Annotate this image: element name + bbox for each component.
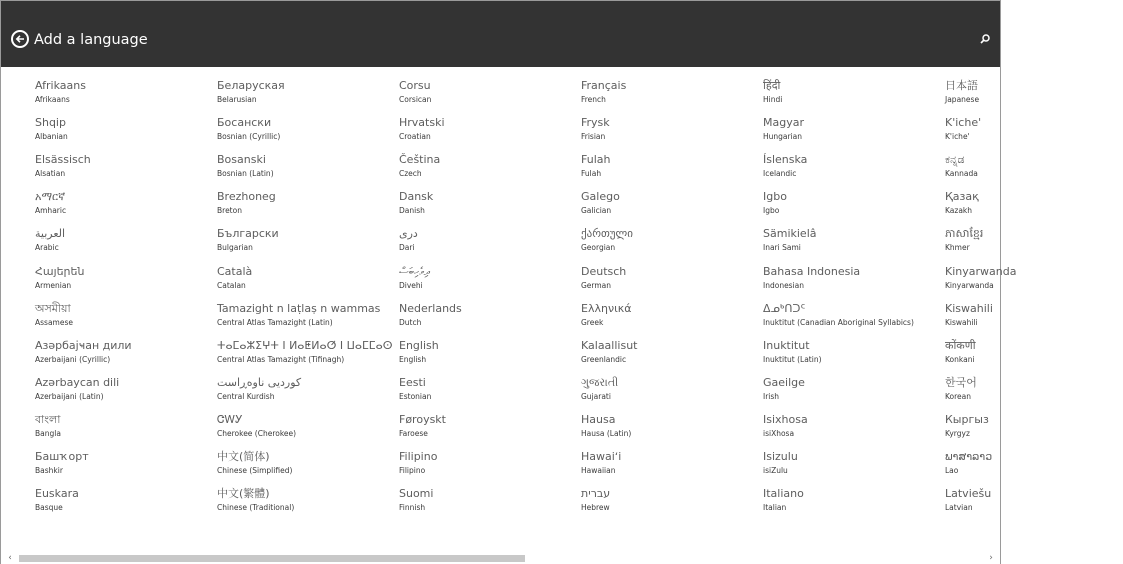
language-english-name: Albanian (35, 132, 68, 141)
language-native-name: ᏣᎳᎩ (217, 413, 243, 426)
language-english-name: Amharic (35, 206, 67, 215)
language-native-name: አማርኛ (35, 190, 66, 203)
language-item[interactable] (35, 302, 213, 328)
language-english-name: Bashkir (35, 466, 63, 475)
language-item[interactable] (945, 487, 1123, 513)
language-english-name: Assamese (35, 318, 73, 327)
language-english-name: Basque (35, 503, 63, 512)
language-english-name: Dutch (399, 318, 422, 327)
language-english-name: Chinese (Simplified) (217, 466, 293, 475)
language-english-name: Kiswahili (945, 318, 978, 327)
language-english-name: Igbo (763, 206, 780, 215)
language-item[interactable] (945, 450, 1123, 476)
language-item[interactable] (217, 487, 395, 513)
language-english-name: Breton (217, 206, 242, 215)
language-item[interactable] (217, 190, 395, 216)
language-native-name: ⵜⴰⵎⴰⵣⵉⵖⵜ ⵏ ⵍⴰⵟⵍⴰⵚ ⵏ ⵡⴰⵎⵎⴰⵙ (217, 339, 393, 352)
language-native-name: Frysk (581, 116, 610, 129)
language-item[interactable] (763, 339, 941, 365)
language-item[interactable] (581, 450, 759, 476)
language-english-name: Dari (399, 243, 415, 252)
language-native-name: Íslenska (763, 153, 808, 166)
language-native-name: Kiswahili (945, 302, 993, 315)
language-english-name: isiZulu (763, 466, 788, 475)
language-native-name: Igbo (763, 190, 787, 203)
language-item[interactable] (399, 116, 577, 142)
language-native-name: ಕನ್ನಡ (945, 153, 965, 166)
language-english-name: Chinese (Traditional) (217, 503, 295, 512)
language-native-name: Қазақ (945, 190, 979, 203)
language-native-name: Bosanski (217, 153, 266, 166)
language-item[interactable] (217, 116, 395, 142)
language-item[interactable] (399, 265, 577, 291)
language-item[interactable] (945, 376, 1123, 402)
language-native-name: हिंदी (763, 79, 781, 92)
language-native-name: Башҡорт (35, 450, 89, 463)
language-item[interactable] (399, 227, 577, 253)
language-item[interactable] (217, 302, 395, 328)
language-english-name: Armenian (35, 281, 72, 290)
search-icon[interactable] (978, 32, 992, 46)
language-item[interactable] (399, 487, 577, 513)
language-native-name: ગુજરાતી (581, 376, 619, 389)
language-native-name: Azərbaycan dili (35, 376, 120, 389)
language-english-name: English (399, 355, 427, 364)
language-native-name: K'iche' (945, 116, 982, 129)
language-native-name: Čeština (399, 153, 441, 166)
language-native-name: Ελληνικά (581, 302, 632, 315)
language-english-name: Kazakh (945, 206, 973, 215)
language-item[interactable] (581, 302, 759, 328)
language-native-name: Isixhosa (763, 413, 808, 426)
language-item[interactable] (217, 227, 395, 253)
language-item[interactable] (763, 190, 941, 216)
language-item[interactable] (35, 190, 213, 216)
language-item[interactable] (581, 227, 759, 253)
language-english-name: Gujarati (581, 392, 611, 401)
language-item[interactable] (945, 413, 1123, 439)
language-native-name: Gaeilge (763, 376, 805, 389)
language-native-name: کوردیی ناوەڕاست (217, 376, 302, 389)
language-item[interactable] (217, 413, 395, 439)
language-item[interactable] (581, 190, 759, 216)
language-item[interactable] (399, 190, 577, 216)
language-english-name: Fulah (581, 169, 602, 178)
language-item[interactable] (581, 487, 759, 513)
language-item[interactable] (217, 339, 395, 365)
language-english-name: French (581, 95, 606, 104)
language-english-name: Japanese (945, 95, 980, 104)
language-native-name: Kalaallisut (581, 339, 638, 352)
language-native-name: Hausa (581, 413, 616, 426)
language-item[interactable] (217, 153, 395, 179)
language-native-name: Kinyarwanda (945, 265, 1017, 278)
language-native-name: Български (217, 227, 279, 240)
page-title: Add a language (34, 32, 148, 48)
language-english-name: Icelandic (763, 169, 797, 178)
language-item[interactable] (35, 153, 213, 179)
language-english-name: Bangla (35, 429, 61, 438)
horizontal-scrollbar[interactable] (1, 553, 1000, 564)
language-item[interactable] (399, 153, 577, 179)
language-item[interactable] (763, 376, 941, 402)
language-english-name: Central Kurdish (217, 392, 275, 401)
language-item[interactable] (217, 450, 395, 476)
language-english-name: Filipino (399, 466, 426, 475)
header-bar (1, 1, 1000, 67)
language-english-name: Danish (399, 206, 425, 215)
language-english-name: Central Atlas Tamazight (Tifinagh) (217, 355, 345, 364)
language-english-name: Inuktitut (Latin) (763, 355, 822, 364)
language-english-name: Kannada (945, 169, 978, 178)
language-english-name: Indonesian (763, 281, 805, 290)
language-item[interactable] (35, 116, 213, 142)
language-item[interactable] (35, 376, 213, 402)
language-item[interactable] (945, 190, 1123, 216)
language-item[interactable] (763, 450, 941, 476)
language-native-name: कोंकणी (945, 339, 976, 352)
language-item[interactable] (581, 376, 759, 402)
language-english-name: Belarusian (217, 95, 257, 104)
language-native-name: ພາສາລາວ (945, 450, 993, 463)
language-native-name: English (399, 339, 439, 352)
language-english-name: Arabic (35, 243, 59, 252)
language-english-name: isiXhosa (763, 429, 795, 438)
language-item[interactable] (217, 376, 395, 402)
language-native-name: 한국어 (945, 376, 977, 389)
language-item[interactable] (581, 265, 759, 291)
language-native-name: Euskara (35, 487, 79, 500)
language-english-name: Azerbaijani (Cyrillic) (35, 355, 111, 364)
language-native-name: العربية (35, 227, 66, 240)
language-item[interactable] (945, 153, 1123, 179)
language-item[interactable] (35, 227, 213, 253)
language-item[interactable] (399, 450, 577, 476)
language-native-name: Føroyskt (399, 413, 446, 426)
language-english-name: Kinyarwanda (945, 281, 994, 290)
language-english-name: Irish (763, 392, 780, 401)
language-item[interactable] (945, 265, 1123, 291)
language-native-name: Català (217, 265, 253, 278)
language-native-name: Inuktitut (763, 339, 810, 352)
language-item[interactable] (945, 79, 1123, 105)
language-native-name: Bahasa Indonesia (763, 265, 861, 278)
language-native-name: 中文(繁體) (217, 487, 270, 500)
language-item[interactable] (763, 302, 941, 328)
language-native-name: Deutsch (581, 265, 627, 278)
language-item[interactable] (399, 302, 577, 328)
scroll-left-icon[interactable]: ‹ (8, 553, 12, 563)
language-item[interactable] (35, 413, 213, 439)
language-native-name: Кыргыз (945, 413, 989, 426)
language-item[interactable] (763, 153, 941, 179)
language-english-name: Central Atlas Tamazight (Latin) (217, 318, 333, 327)
language-item[interactable] (763, 79, 941, 105)
language-native-name: עברית (581, 487, 611, 500)
language-native-name: Shqip (35, 116, 66, 129)
language-native-name: Isizulu (763, 450, 798, 463)
language-english-name: Azerbaijani (Latin) (35, 392, 104, 401)
language-item[interactable] (35, 79, 213, 105)
language-english-name: Italian (763, 503, 787, 512)
language-english-name: Czech (399, 169, 422, 178)
language-native-name: Italiano (763, 487, 804, 500)
language-native-name: Français (581, 79, 627, 92)
scroll-right-icon[interactable]: › (989, 553, 993, 563)
language-native-name: Fulah (581, 153, 611, 166)
language-native-name: Magyar (763, 116, 804, 129)
language-native-name: Corsu (399, 79, 431, 92)
language-item[interactable] (763, 116, 941, 142)
language-native-name: Tamazight n laṭlaṣ n wammas (217, 302, 381, 315)
language-item[interactable] (35, 339, 213, 365)
language-item[interactable] (581, 413, 759, 439)
language-english-name: Alsatian (35, 169, 66, 178)
language-english-name: Kyrgyz (945, 429, 970, 438)
language-english-name: Cherokee (Cherokee) (217, 429, 297, 438)
language-english-name: Finnish (399, 503, 426, 512)
language-item[interactable] (35, 450, 213, 476)
back-arrow-circle-icon[interactable] (11, 30, 29, 48)
language-english-name: Divehi (399, 281, 423, 290)
language-english-name: Greek (581, 318, 604, 327)
language-item[interactable] (581, 116, 759, 142)
language-english-name: Georgian (581, 243, 616, 252)
language-item[interactable] (945, 227, 1123, 253)
language-native-name: Suomi (399, 487, 434, 500)
language-native-name: 中文(简体) (217, 450, 270, 463)
language-item[interactable] (581, 79, 759, 105)
language-english-name: Hebrew (581, 503, 610, 512)
language-native-name: ދިވެހިބަސް (399, 265, 430, 278)
language-native-name: Galego (581, 190, 620, 203)
language-english-name: Afrikaans (35, 95, 70, 104)
language-native-name: Sämikielâ (763, 227, 817, 240)
language-item[interactable] (217, 265, 395, 291)
language-native-name: Босански (217, 116, 272, 129)
language-item[interactable] (217, 79, 395, 105)
language-native-name: ភាសាខ្មែរ (945, 227, 984, 240)
language-english-name: Konkani (945, 355, 975, 364)
language-item[interactable] (763, 265, 941, 291)
language-english-name: Corsican (399, 95, 432, 104)
language-item[interactable] (581, 153, 759, 179)
language-native-name: Latviešu (945, 487, 992, 500)
language-native-name: Hrvatski (399, 116, 445, 129)
language-native-name: Հայերեն (35, 265, 85, 278)
language-item[interactable] (581, 339, 759, 365)
language-english-name: Catalan (217, 281, 246, 290)
language-native-name: অসমীয়া (35, 302, 71, 315)
language-english-name: Hindi (763, 95, 783, 104)
language-english-name: Hawaiian (581, 466, 616, 475)
language-item[interactable] (399, 376, 577, 402)
language-native-name: ქართული (581, 227, 633, 240)
language-english-name: Hausa (Latin) (581, 429, 632, 438)
language-english-name: Khmer (945, 243, 970, 252)
language-english-name: Bulgarian (217, 243, 253, 252)
language-english-name: Latvian (945, 503, 973, 512)
language-item[interactable] (763, 487, 941, 513)
language-english-name: Greenlandic (581, 355, 627, 364)
language-native-name: 日本語 (945, 79, 978, 92)
language-native-name: Brezhoneg (217, 190, 276, 203)
language-english-name: Bosnian (Latin) (217, 169, 274, 178)
language-item[interactable] (399, 339, 577, 365)
language-english-name: Bosnian (Cyrillic) (217, 132, 281, 141)
language-native-name: Hawaiʻi (581, 450, 622, 463)
language-english-name: Korean (945, 392, 972, 401)
language-english-name: Frisian (581, 132, 606, 141)
language-item[interactable] (945, 339, 1123, 365)
language-english-name: German (581, 281, 612, 290)
language-item[interactable] (399, 79, 577, 105)
language-grid (1, 79, 1017, 549)
language-native-name: বাংলা (35, 413, 61, 426)
language-english-name: Croatian (399, 132, 431, 141)
scrollbar-thumb[interactable] (19, 555, 525, 562)
language-native-name: Elsässisch (35, 153, 91, 166)
language-item[interactable] (945, 116, 1123, 142)
language-item[interactable] (35, 487, 213, 513)
language-native-name: Азәрбајҹан дили (35, 339, 132, 352)
language-native-name: Eesti (399, 376, 426, 389)
language-item[interactable] (945, 302, 1123, 328)
language-native-name: Filipino (399, 450, 438, 463)
language-native-name: Nederlands (399, 302, 462, 315)
language-item[interactable] (35, 265, 213, 291)
language-english-name: Lao (945, 466, 959, 475)
language-item[interactable] (399, 413, 577, 439)
language-english-name: Inuktitut (Canadian Aboriginal Syllabics) (763, 318, 914, 327)
language-item[interactable] (763, 227, 941, 253)
language-english-name: Estonian (399, 392, 432, 401)
language-english-name: Faroese (399, 429, 428, 438)
language-native-name: Dansk (399, 190, 434, 203)
language-english-name: Hungarian (763, 132, 803, 141)
language-native-name: ᐃᓄᒃᑎᑐᑦ (763, 302, 806, 315)
language-english-name: Inari Sami (763, 243, 801, 252)
language-english-name: Galician (581, 206, 612, 215)
language-native-name: Беларуская (217, 79, 285, 92)
language-item[interactable] (763, 413, 941, 439)
language-english-name: K'iche' (945, 132, 970, 141)
language-native-name: Afrikaans (35, 79, 86, 92)
language-native-name: درى (399, 227, 418, 240)
